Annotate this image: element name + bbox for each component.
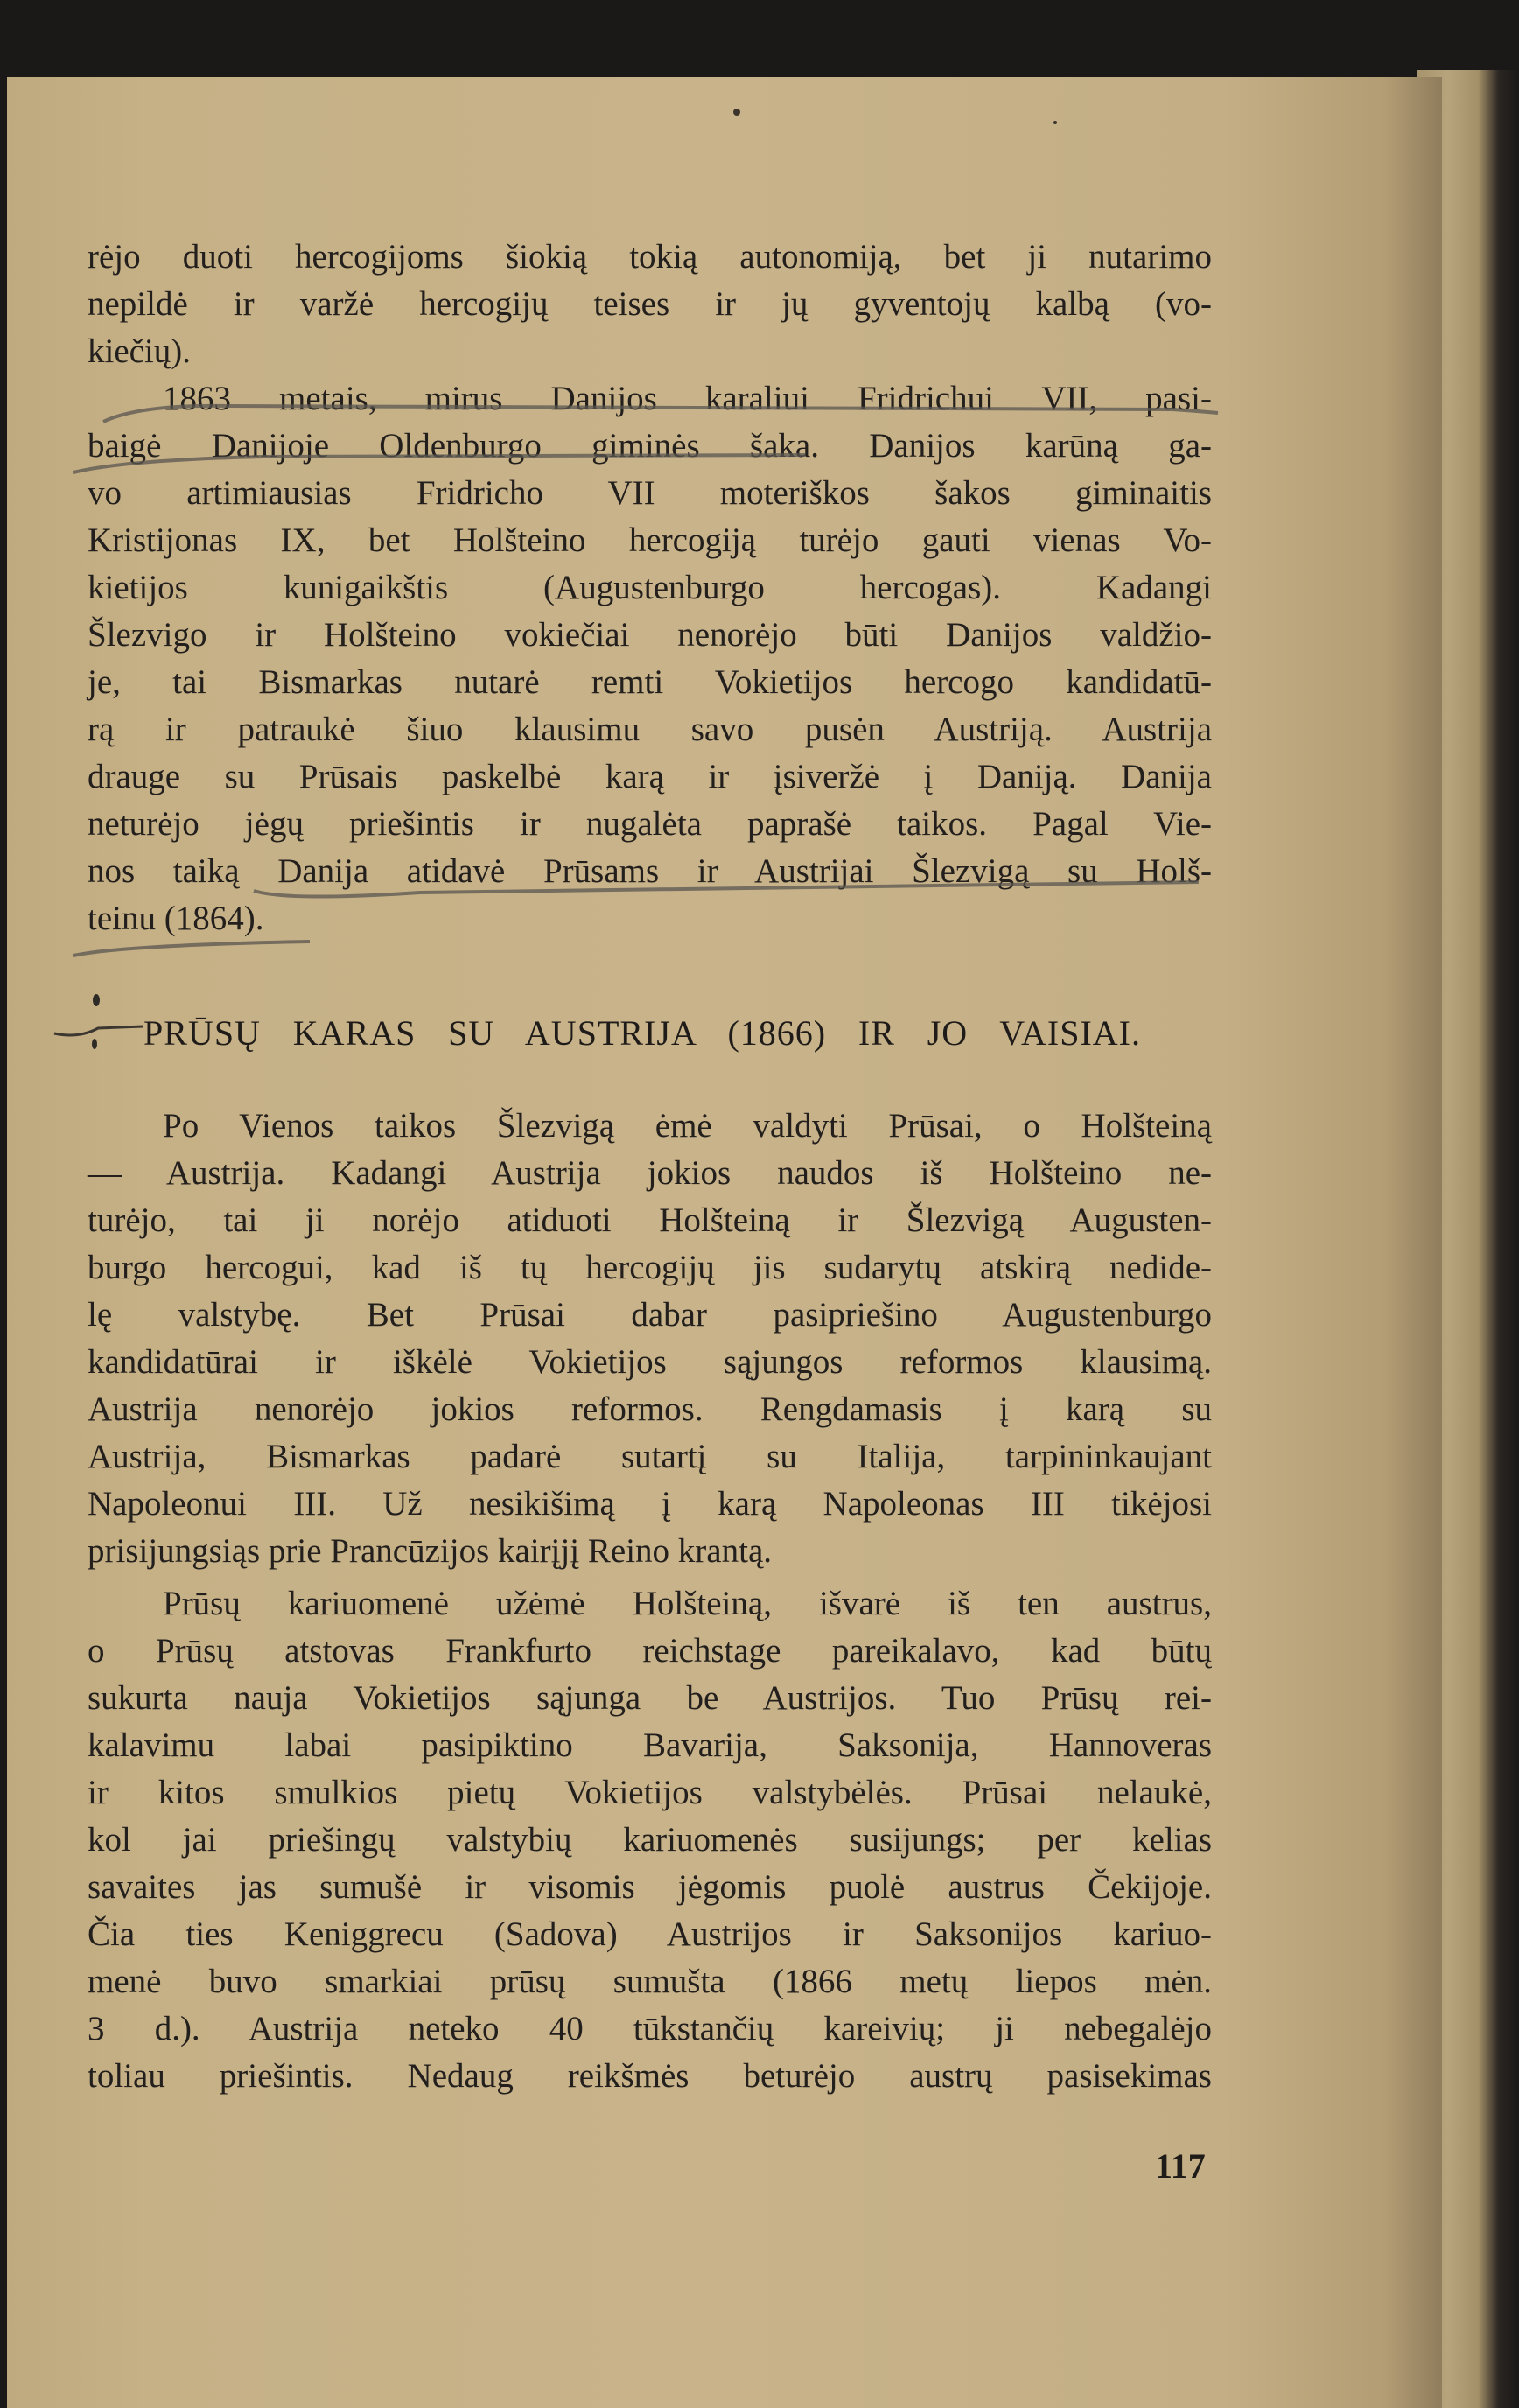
text-line: 3 d.). Austrija neteko 40 tūkstančių kareivių; ji nebegalėjo	[88, 2010, 1212, 2048]
text-line: kiečių).	[88, 332, 192, 370]
text-line: Čia ties Keniggrecu (Sadova) Austrijos ir Saksonijos kariuo-	[88, 1915, 1212, 1953]
section-heading: PRŪSŲ KARAS SU AUSTRIJA (1866) IR JO VAISIAI.	[144, 1013, 1141, 1053]
text-line: savaites jas sumušė ir visomis jėgomis puolė austrus Čekijoje.	[88, 1868, 1212, 1906]
text-line: kalavimu labai pasipiktino Bavarija, Saksonija, Hannoveras	[88, 1726, 1212, 1764]
text-line: baigė Danijoje Oldenburgo giminės šaka. Danijos karūną ga-	[88, 427, 1212, 465]
text-line: Po Vienos taikos Šlezvigą ėmė valdyti Prūsai, o Holšteiną	[163, 1107, 1212, 1144]
text-line: kietijos kunigaikštis (Augustenburgo hercogas). Kadangi	[88, 569, 1212, 606]
text-line: teinu (1864).	[88, 900, 264, 937]
text-block-bottom	[88, 1580, 1212, 2100]
text-line: Kristijonas IX, bet Holšteino hercogiją turėjo gauti vienas Vo-	[88, 522, 1212, 559]
text-line: turėjo, tai ji norėjo atiduoti Holšteiną ir Šlezvigą Augusten-	[88, 1201, 1212, 1239]
text-line: Austrija, Bismarkas padarė sutartį su Italija, tarpininkaujant	[88, 1438, 1212, 1475]
text-block-top	[88, 234, 1212, 942]
text-line: Napoleonui III. Už nesikišimą į karą Napoleonas III tikėjosi	[88, 1485, 1212, 1522]
text-line: lę valstybę. Bet Prūsai dabar pasipriešino Augustenburgo	[88, 1296, 1212, 1334]
text-line: toliau priešintis. Nedaug reikšmės beturėjo austrų pasisekimas	[88, 2057, 1212, 2095]
text-line: 1863 metais, mirus Danijos karaliui Fridrichui VII, pasi-	[163, 380, 1212, 417]
text-line: rėjo duoti hercogijoms šiokią tokią autonomiją, bet ji nutarimo	[88, 238, 1212, 276]
text-line: menė buvo smarkiai prūsų sumušta (1866 metų liepos mėn.	[88, 1963, 1212, 2000]
text-line: Šlezvigo ir Holšteino vokiečiai nenorėjo būti Danijos valdžio-	[88, 616, 1212, 654]
text-line: Austrija nenorėjo jokios reformos. Rengdamasis į karą su	[88, 1390, 1212, 1428]
text-line: kandidatūrai ir iškėlė Vokietijos sąjungos reformos klausimą.	[88, 1343, 1212, 1381]
text-block-middle	[88, 1102, 1212, 1575]
text-line: prisijungsiąs prie Prancūzijos kairįjį Reino krantą.	[88, 1532, 772, 1570]
text-line: sukurta nauja Vokietijos sąjunga be Austrijos. Tuo Prūsų rei-	[88, 1679, 1212, 1717]
text-line: neturėjo jėgų priešintis ir nugalėta paprašė taikos. Pagal Vie-	[88, 805, 1212, 843]
text-line: burgo hercogui, kad iš tų hercogijų jis sudarytų atskirą nedide-	[88, 1249, 1212, 1286]
text-line: ir kitos smulkios pietų Vokietijos valstybėlės. Prūsai nelaukė,	[88, 1774, 1212, 1811]
margin-mark-icon	[52, 976, 149, 1063]
page-number: 117	[1155, 2146, 1206, 2186]
text-line: o Prūsų atstovas Frankfurto reichstage pareikalavo, kad būtų	[88, 1632, 1212, 1670]
text-line: vo artimiausias Fridricho VII moteriškos šakos giminaitis	[88, 474, 1212, 512]
text-line: je, tai Bismarkas nutarė remti Vokietijos hercogo kandidatū-	[88, 663, 1212, 701]
text-line: nos taiką Danija atidavė Prūsams ir Austrijai Šlezvigą su Holš-	[88, 852, 1212, 890]
text-line: nepildė ir varžė hercogijų teises ir jų gyventojų kalbą (vo-	[88, 285, 1212, 323]
text-line: — Austrija. Kadangi Austrija jokios naudos iš Holšteino ne-	[88, 1154, 1212, 1192]
text-line: drauge su Prūsais paskelbė karą ir įsiveržė į Daniją. Danija	[88, 758, 1212, 795]
text-line: Prūsų kariuomenė užėmė Holšteiną, išvarė iš ten austrus,	[163, 1585, 1212, 1622]
text-line: rą ir patraukė šiuo klausimu savo pusėn Austriją. Austrija	[88, 710, 1212, 748]
text-line: kol jai priešingų valstybių kariuomenės susijungs; per kelias	[88, 1821, 1212, 1858]
